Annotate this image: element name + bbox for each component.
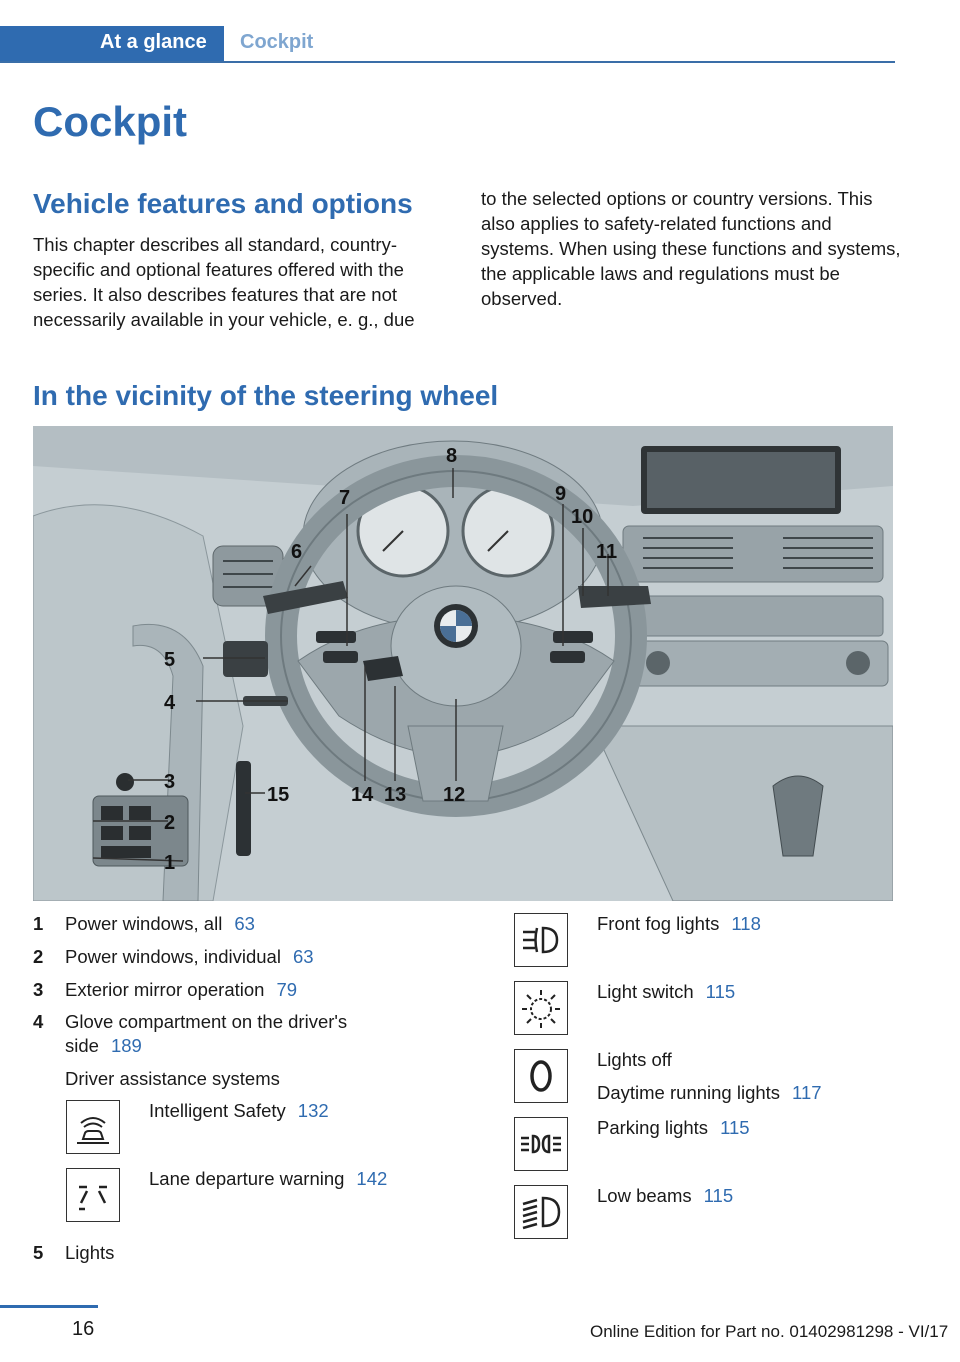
item-number: 4 [33,1011,44,1032]
callout-1: 1 [164,852,176,874]
item-label: side 189 [65,1035,142,1056]
parking-lights-icon [514,1117,568,1171]
section-heading-features: Vehicle features and options [33,188,413,219]
item-label: Exterior mirror operation 79 [65,979,298,1000]
item-label: Lane departure warning 142 [149,1168,388,1189]
item-number: 2 [33,946,44,967]
page-ref-link[interactable]: 63 [292,946,314,967]
item-label: Intelligent Safety 132 [149,1100,329,1121]
callout-9: 9 [555,483,567,505]
footer-rule [0,1305,98,1308]
callout-13: 13 [384,784,407,806]
edition-note: Online Edition for Part no. 01402981298 - VI/17 [590,1322,949,1341]
callout-14: 14 [351,784,374,806]
item-label: Low beams 115 [597,1185,734,1206]
page-ref-link[interactable]: 118 [731,913,761,934]
item-number: 3 [33,979,44,1000]
light-switch-icon [514,981,568,1035]
lights-off-icon [514,1049,568,1103]
item-number: 1 [33,913,44,934]
intro-paragraph-col2: to the selected options or country versions. This also applies to safety-related functions and systems. When using these functions and systems, the applicable laws and regulations must be observed. [481,188,901,309]
callout-15: 15 [267,784,290,806]
cockpit-illustration [33,426,893,901]
callout-3: 3 [164,771,176,793]
item-number: 5 [33,1242,44,1263]
callout-7: 7 [339,487,351,509]
callout-6: 6 [291,541,303,563]
header-bar [0,26,895,63]
tab-at-a-glance[interactable]: At a glance [0,26,224,61]
item-label: Power windows, all 63 [65,913,255,934]
page-ref-link[interactable]: 115 [705,981,736,1002]
item-label: Parking lights 115 [597,1117,750,1138]
item-label: Front fog lights 118 [597,913,761,934]
callout-4: 4 [164,692,176,714]
left-legend-list: 1 Power windows, all 63 2 Power windows, individual 63 3 Exterior mirror operation 79 4 Glove compartment on the driver's side 189 Driver assistance systems Intelligent Safety 132 Lane departure warning 142 5 Lights [33,913,388,1263]
page-ref-link[interactable]: 117 [792,1082,822,1103]
item-label: Lights off [597,1049,672,1070]
page-title: Cockpit [33,98,188,145]
callout-11: 11 [596,541,618,563]
section-heading-steering: In the vicinity of the steering wheel [33,380,499,411]
callout-8: 8 [446,445,458,467]
page-ref-link[interactable]: 79 [276,979,298,1000]
item-label: Power windows, individual 63 [65,946,314,967]
intelligent-safety-icon [66,1100,120,1154]
lane-departure-icon [66,1168,120,1222]
right-legend-list [514,913,894,1243]
callout-12: 12 [443,784,466,806]
item-label: Daytime running lights 117 [597,1082,822,1103]
page-ref-link[interactable]: 115 [703,1185,734,1206]
page-ref-link[interactable]: 132 [297,1100,329,1121]
page-ref-link[interactable]: 142 [356,1168,388,1189]
intro-paragraph-col1: This chapter describes all standard, country-specific and optional features offered with the series. It also describes features that are not necessarily available in your vehicle, e. g., due [33,234,415,330]
callout-10: 10 [571,506,594,528]
item-label: Light switch 115 [597,981,736,1002]
callout-5: 5 [164,649,176,671]
page-number: 16 [72,1318,95,1340]
page-ref-link[interactable]: 189 [110,1035,142,1056]
cockpit-drawing [33,426,893,901]
page-ref-link[interactable]: 115 [720,1117,750,1138]
item-label: Lights [65,1242,115,1263]
low-beams-icon [514,1185,568,1239]
item-label: Glove compartment on the driver's [65,1011,348,1032]
callout-2: 2 [164,812,176,834]
tab-cockpit[interactable]: Cockpit [240,31,314,53]
page-ref-link[interactable]: 63 [234,913,255,934]
front-fog-lights-icon [514,913,568,967]
